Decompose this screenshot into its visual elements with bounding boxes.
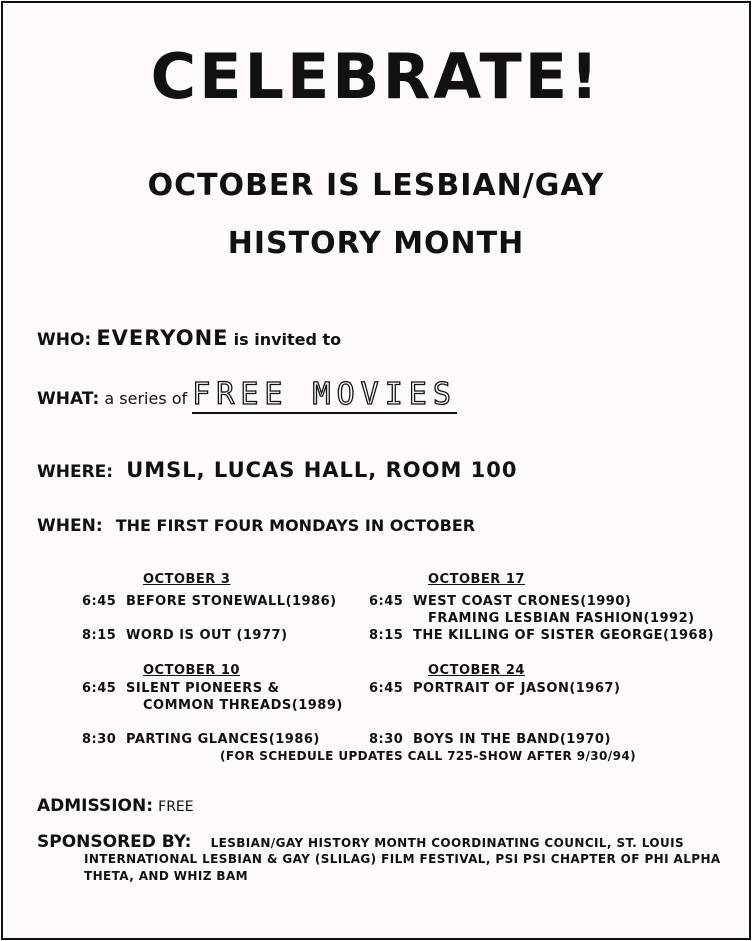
show-time: 6:45: [369, 681, 404, 696]
admission-text: FREE: [158, 799, 194, 815]
subtitle-line-1: OCTOBER IS LESBIAN/GAY: [147, 168, 605, 203]
sponsors-line-2: INTERNATIONAL LESBIAN & GAY (SLILAG) FILM FESTIVAL, PSI PSI CHAPTER OF PHI ALPHA: [84, 852, 721, 866]
show-title: BEFORE STONEWALL(1986): [126, 594, 337, 609]
flyer-title: CELEBRATE!: [150, 40, 602, 113]
when-row: [37, 516, 475, 536]
show-row: [82, 732, 320, 747]
sponsors-row: [37, 832, 684, 852]
date-october-10: OCTOBER 10: [143, 663, 240, 678]
date-october-24: OCTOBER 24: [428, 663, 525, 678]
who-label: WHO:: [37, 330, 92, 350]
show-title: BOYS IN THE BAND(1970): [413, 732, 611, 747]
when-label: WHEN:: [37, 516, 103, 536]
show-time: 6:45: [82, 681, 117, 696]
who-emphasis: EVERYONE: [96, 326, 229, 350]
sponsors-label: SPONSORED BY:: [37, 832, 192, 852]
who-text: is invited to: [233, 330, 342, 349]
show-row: [369, 628, 714, 643]
show-title: PORTRAIT OF JASON(1967): [413, 681, 621, 696]
show-time: 6:45: [82, 594, 117, 609]
sponsors-line-1: LESBIAN/GAY HISTORY MONTH COORDINATING COUNCIL, ST. LOUIS: [210, 836, 685, 850]
schedule-note: (FOR SCHEDULE UPDATES CALL 725-SHOW AFTER 9/30/94): [220, 749, 636, 763]
date-october-17: OCTOBER 17: [428, 572, 525, 587]
show-title: WEST COAST CRONES(1990): [413, 594, 632, 609]
where-label: WHERE:: [37, 462, 114, 482]
show-time: 8:15: [82, 628, 117, 643]
show-row: [369, 681, 620, 696]
sponsors-line-3: THETA, AND WHIZ BAM: [84, 869, 248, 883]
show-row: [369, 732, 611, 747]
what-emphasis: FREE MOVIES: [192, 377, 457, 412]
show-row: [82, 681, 279, 696]
who-row: [37, 326, 341, 350]
what-row: [37, 377, 457, 412]
show-title: SILENT PIONEERS &: [126, 681, 280, 696]
show-title: WORD IS OUT (1977): [126, 628, 288, 643]
what-text: a series of: [104, 389, 188, 408]
show-title: PARTING GLANCES(1986): [126, 732, 320, 747]
admission-row: [37, 796, 194, 816]
where-text: UMSL, LUCAS HALL, ROOM 100: [126, 458, 518, 482]
show-time: 6:45: [369, 594, 404, 609]
show-title-cont: FRAMING LESBIAN FASHION(1992): [428, 611, 695, 626]
show-title: THE KILLING OF SISTER GEORGE(1968): [413, 628, 715, 643]
when-text: THE FIRST FOUR MONDAYS IN OCTOBER: [115, 516, 476, 535]
show-title-cont: COMMON THREADS(1989): [143, 698, 343, 713]
show-row: [369, 594, 631, 609]
where-row: [37, 458, 518, 482]
subtitle-line-2: HISTORY MONTH: [227, 226, 525, 261]
show-row: [82, 594, 337, 609]
admission-label: ADMISSION:: [37, 796, 154, 816]
show-time: 8:30: [82, 732, 117, 747]
show-time: 8:30: [369, 732, 404, 747]
show-row: [82, 628, 288, 643]
date-october-3: OCTOBER 3: [143, 572, 231, 587]
what-label: WHAT:: [37, 389, 100, 409]
show-time: 8:15: [369, 628, 404, 643]
